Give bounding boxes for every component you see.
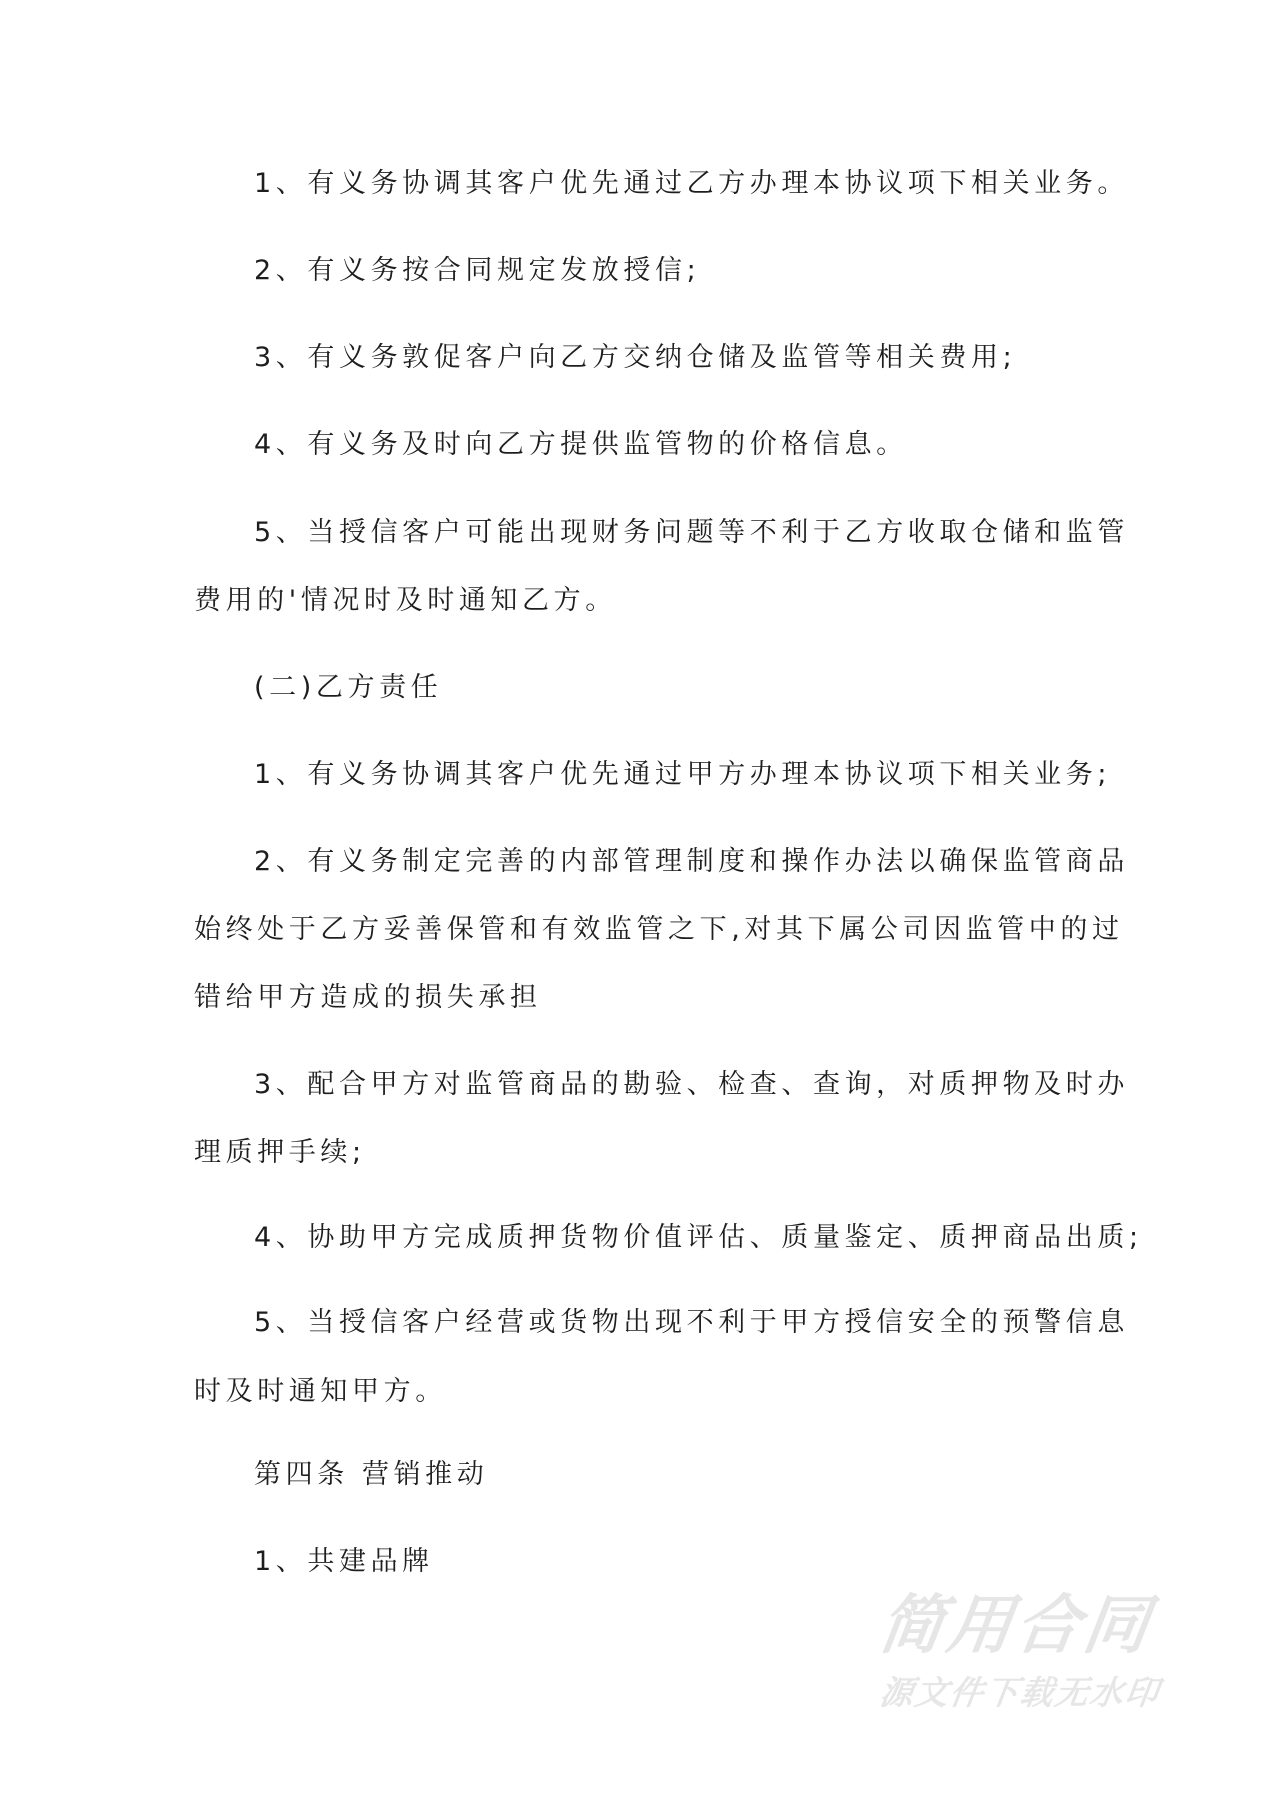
clause-b3-line-2: 理质押手续; (194, 1137, 366, 1168)
clause-b2-line-1: 2、有义务制定完善的内部管理制度和操作办法以确保监管商品 (254, 846, 1129, 877)
watermark-title: 简用合同 (874, 1589, 1158, 1663)
clause-b3-line-1: 3、配合甲方对监管商品的勘验、检查、查询，对质押物及时办 (254, 1069, 1129, 1100)
clause-b4-line-1: 4、协助甲方完成质押货物价值评估、质量鉴定、质押商品出质; (254, 1222, 1143, 1253)
clause-a2-line-1: 2、有义务按合同规定发放授信; (254, 255, 701, 286)
clause-b2-line-3: 错给甲方造成的损失承担 (194, 982, 542, 1013)
watermark (874, 1589, 1190, 1712)
clause-a4-line-1: 4、有义务及时向乙方提供监管物的价格信息。 (254, 429, 908, 460)
watermark-subtitle: 源文件下载无水印 (877, 1673, 1163, 1712)
clause-a5-line-1: 5、当授信客户可能出现财务问题等不利于乙方收取仓储和监管 (254, 517, 1129, 548)
clause-a5-line-2: 费用的'情况时及时通知乙方。 (194, 585, 617, 616)
clause-c1-line-1: 1、共建品牌 (254, 1546, 434, 1577)
clause-a1-line-1: 1、有义务协调其客户优先通过乙方办理本协议项下相关业务。 (254, 168, 1129, 199)
clause-b2-line-2: 始终处于乙方妥善保管和有效监管之下,对其下属公司因监管中的过 (194, 914, 1124, 945)
clause-b5-line-1: 5、当授信客户经营或货物出现不利于甲方授信安全的预警信息 (254, 1307, 1129, 1338)
clause-b5-line-2: 时及时通知甲方。 (194, 1376, 447, 1407)
article-4-heading: 第四条 营销推动 (254, 1459, 489, 1490)
clause-b1-line-1: 1、有义务协调其客户优先通过甲方办理本协议项下相关业务; (254, 759, 1112, 790)
clause-a3-line-1: 3、有义务敦促客户向乙方交纳仓储及监管等相关费用; (254, 342, 1017, 373)
section-heading-party-b: (二)乙方责任 (254, 672, 443, 703)
